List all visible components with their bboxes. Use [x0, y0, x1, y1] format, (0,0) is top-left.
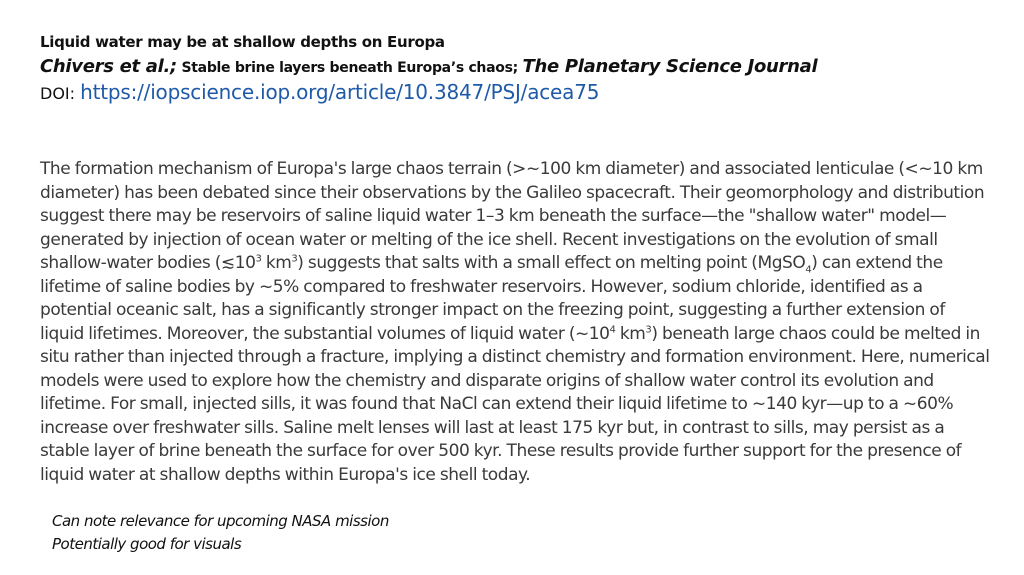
note-visuals: Potentially good for visuals: [52, 535, 242, 553]
superscript: 3: [255, 253, 262, 265]
superscript: 3: [291, 253, 298, 265]
abstract-part: km: [261, 253, 292, 273]
abstract-part: ) can extend the lifetime of saline bodies by ~5% compared to freshwater reservoirs. However, sodium chloride, identified as a potential oceanic salt, has a significantly stronger impact on the freezing point, suggesting a further extension of liquid lifetimes. Moreover, the substantial volumes of liquid water (~10: [40, 253, 945, 344]
abstract-part: km: [615, 323, 646, 344]
doi-link[interactable]: https://iopscience.iop.org/article/10.3847/PSJ/acea75: [80, 80, 600, 104]
journal-name: The Planetary Science Journal: [522, 56, 818, 77]
headline: Liquid water may be at shallow depths on Europa: [40, 33, 445, 51]
abstract-text: [40, 158, 990, 487]
citation-line: [40, 56, 817, 77]
doi-label: DOI:: [40, 84, 81, 103]
superscript: 3: [645, 323, 652, 335]
abstract-part: ) suggests that salts with a small effect on melting point (MgSO: [297, 253, 806, 273]
subscript: 4: [805, 264, 812, 276]
paper-title: Stable brine layers beneath Europa’s chaos;: [176, 60, 523, 76]
speaker-notes: [52, 510, 389, 556]
superscript: 4: [609, 323, 616, 335]
abstract-part: ) beneath large chaos could be melted in situ rather than injected through a fracture, implying a distinct chemistry and formation environment. Here, numerical models were used to explore how the chemistry and disparate origins of shallow water control its evolution and lifetime. For small, injected sills, it was found that NaCl can extend their liquid lifetime to ~140 kyr—up to a ~60% increase over freshwater sills. Saline melt lenses will last at least 175 kyr but, in contrast to sills, may persist as a stable layer of brine beneath the surface for over 500 kyr. These results provide further support for the presence of liquid water at shallow depths within Europa's ice shell today.: [40, 323, 990, 485]
abstract-part: The formation mechanism of Europa's large chaos terrain (>~100 km diameter) and associated lenticulae (<~10 km diameter) has been debated since their observations by the Galileo spacecraft. Their geomorphology and distribution suggest there may be reservoirs of saline liquid water 1–3 km beneath the surface—the "shallow water" model—generated by injection of ocean water or melting of the ice shell. Recent investigations on the evolution of small shallow-water bodies (≲10: [40, 159, 985, 273]
note-mission-relevance: Can note relevance for upcoming NASA mission: [52, 512, 389, 530]
doi-line: [40, 80, 599, 104]
authors: Chivers et al.;: [40, 56, 177, 77]
